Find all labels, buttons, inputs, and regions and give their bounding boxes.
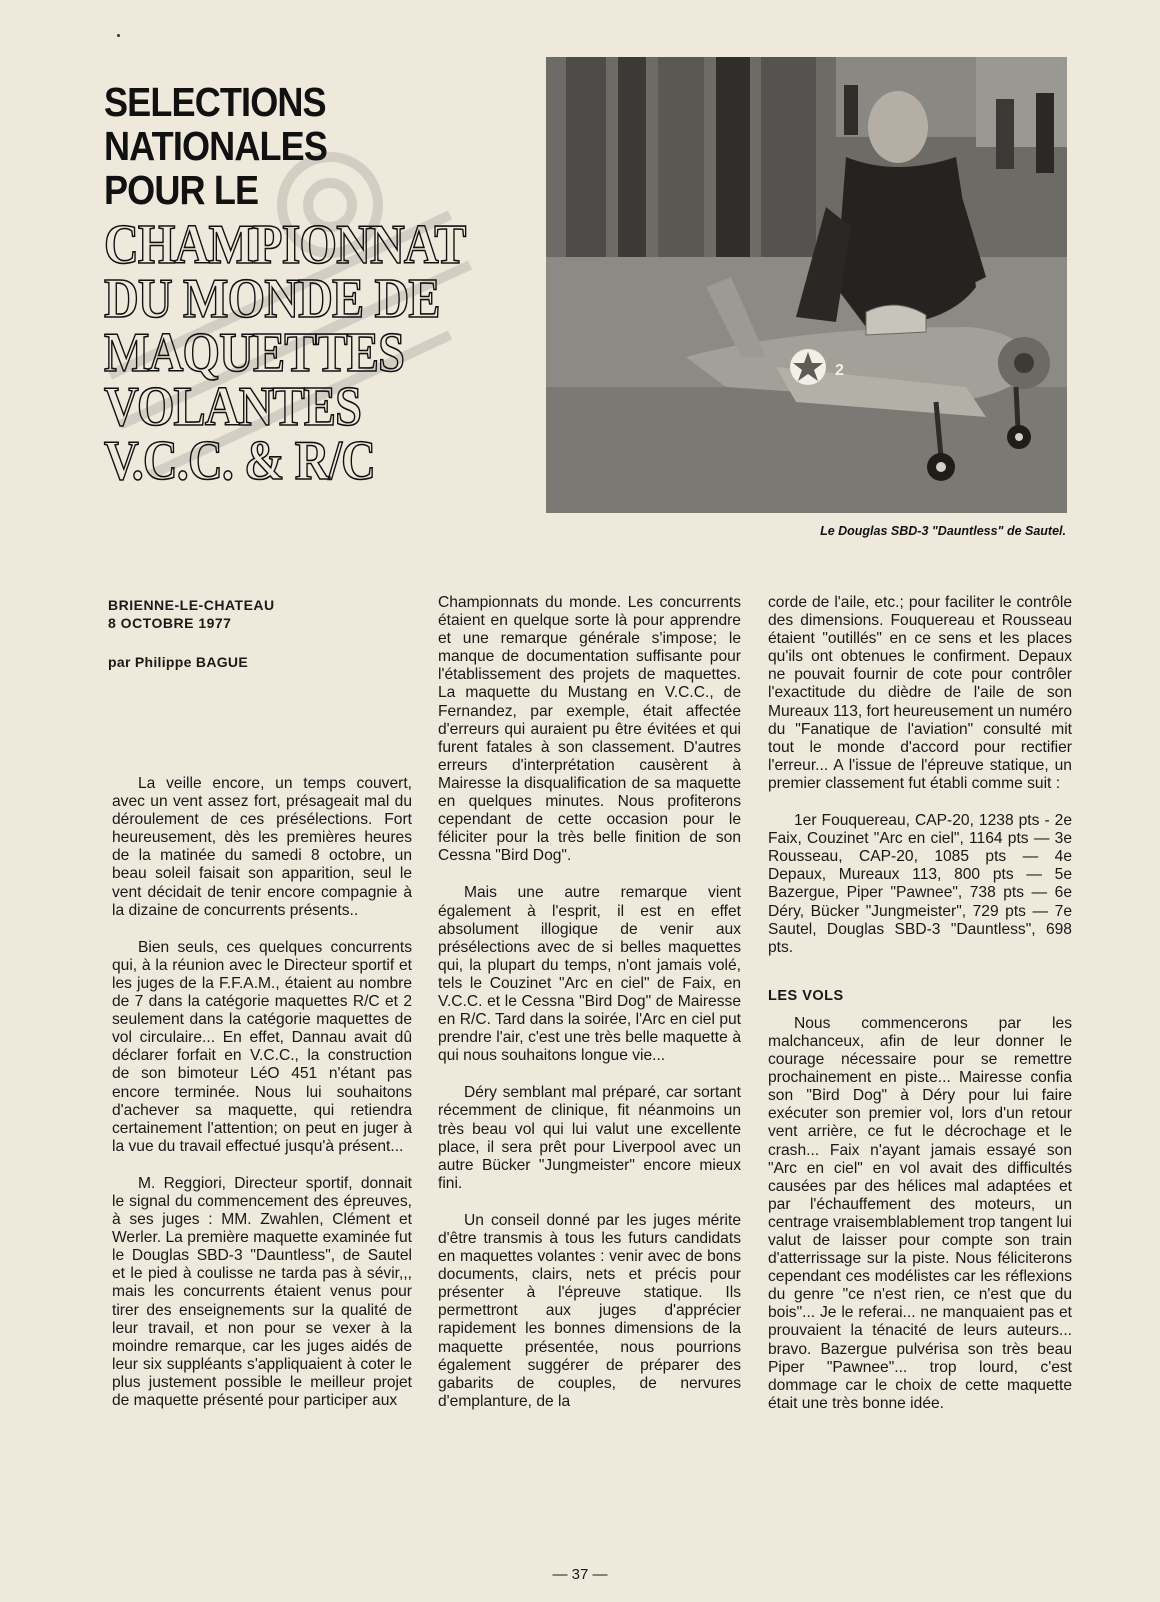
headline-line-3: POUR LE xyxy=(104,167,259,213)
paragraph: Un conseil donné par les juges mérite d'être transmis à tous les futurs candidats en maquettes volantes : venir avec de bons documents, clairs, nets et précis pour présenter à l'épreuve statique. Ils permettront aux juges d'apprécier rapidement les bonnes dimensions de la maquette présentée, nous pourrions également suggérer de préparer des gabarits de couples, de nervures d'emplanture, de la xyxy=(438,1211,741,1410)
ranking-text: 1er Fouquereau, CAP-20, 1238 pts - 2e Faix, Couzinet "Arc en ciel", 1164 pts — 3e Rousseau, CAP-20, 1085 pts — 4e Depaux, Mureaux 113, 800 pts — 5e Bazergue, Piper "Pawnee", 738 pts — 6e Déry, Bücker "Jungmeister", 729 pts — 7e Sautel, Douglas SBD-3 "Dauntless", 698 pts. xyxy=(768,812,1072,956)
dateline-date: 8 OCTOBRE 1977 xyxy=(108,615,232,631)
headline-outline-4: VOLANTES xyxy=(104,376,362,438)
headline-outline-5: V.C.C. & R/C xyxy=(104,430,376,492)
paragraph: Déry semblant mal préparé, car sortant récemment de clinique, fit néanmoins un très beau vol qui lui valut une excellente place, il sera prêt pour Liverpool avec un autre Bücker "Jungmeister" encore mieux fini. xyxy=(438,1084,741,1192)
article-column-1 xyxy=(112,775,412,1410)
headline-outline-2: DU MONDE DE xyxy=(104,268,440,330)
paragraph: Championnats du monde. Les concurrents étaient en quelque sorte là pour apprendre et une remarque générale s'impose; le manque de documentation suffisante pour l'établissement des projets de maquettes. La maquette du Mustang en V.C.C., de Fernandez, par exemple, était affectée d'erreurs qui auraient pu être évitées et qui furent fatales à son classement. D'autres erreurs d'interprétation causèrent à Mairesse la disqualification de sa maquette en quelques minutes. Nous profiterons cependant de cette occasion pour le féliciter pour la très belle finition de son Cessna "Bird Dog". xyxy=(438,594,741,865)
article-column-2 xyxy=(438,594,741,1411)
headline-outline-1: CHAMPIONNAT xyxy=(104,214,466,276)
paragraph: Nous commencerons par les malchanceux, afin de leur donner le courage nécessaire pour se remettre prochainement en piste... Mairesse confia son "Bird Dog" à Déry pour lui faire exécuter son premier vol, lors d'un retour vent arrière, ce fut le décrochage et le crash... Faix n'ayant jamais essayé son "Arc en ciel" en vol avait des difficultés causées par des hélices mal adaptées et par l'échauffement des moteurs, un centrage vraisemblablement trop tangent lui valut de laisser pour compte son train d'atterrissage sur la piste. Nous féliciterons cependant ces modélistes car les réflexions du genre "ce n'est rien, ce n'est que du bois"... Je le referai... ne manquaient pas et prouvaient la ténacité de leurs auteurs... bravo. Bazergue pulvérisa son très beau Piper "Pawnee"... trop lourd, c'est dommage car le choix de cette maquette était une très bonne idée. xyxy=(768,1014,1072,1412)
print-speck xyxy=(117,34,120,37)
headline-line-1: SELECTIONS xyxy=(104,79,326,125)
photo-caption: Le Douglas SBD-3 "Dauntless" de Sautel. xyxy=(820,524,1066,538)
dateline-place: BRIENNE-LE-CHATEAU xyxy=(108,597,275,613)
ranking-list xyxy=(768,812,1072,957)
article-headline xyxy=(104,79,544,492)
aircraft-number: 2 xyxy=(835,362,844,379)
aircraft-photo xyxy=(546,57,1067,513)
paragraph: Mais une autre remarque vient également à l'esprit, il est en effet absolument illogique de venir aux présélections avec de si belles maquettes qui, la plupart du temps, n'ont jamais volé, tels le Couzinet "Arc en ciel" de Faix, en V.C.C. et le Cessna "Bird Dog" de Mairesse en R/C. Tard dans la soirée, l'Arc en ciel put prendre l'air, c'est une très belle maquette à qui nous souhaitons longue vie... xyxy=(438,884,741,1065)
article-column-3 xyxy=(768,594,1072,1413)
headline-outline-3: MAQUETTES xyxy=(104,322,405,384)
page-number: — 37 — xyxy=(552,1566,608,1583)
section-heading: LES VOLS xyxy=(768,987,844,1004)
headline-line-2: NATIONALES xyxy=(104,123,328,169)
dateline xyxy=(108,596,275,632)
paragraph: La veille encore, un temps couvert, avec un vent assez fort, présageait mal du déroulement de ces présélections. Fort heureusement, dès les premières heures de la matinée du samedi 8 octobre, un beau soleil faisait son apparition, seul le vent décidait de tenir encore compagnie à la dizaine de concurrents présents.. xyxy=(112,775,412,919)
paragraph: corde de l'aile, etc.; pour faciliter le contrôle des dimensions. Fouquereau et Rousseau étaient "outillés" en ce sens et les places qu'ils ont obtenues le confirment. Depaux ne pouvait fournir de cote pour contrôler l'exactitude du dièdre de l'aile de son Mureaux 113, fort heureusement un numéro du "Fanatique de l'aviation" consulté mit tout le monde d'accord pour rectifier l'erreur... A l'issue de l'épreuve statique, un premier classement fut établi comme suit : xyxy=(768,594,1072,792)
paragraph: M. Reggiori, Directeur sportif, donnait le signal du commencement des épreuves, à ses juges : MM. Zwahlen, Clément et Werler. La première maquette examinée fut le Douglas SBD-3 "Dauntless", de Sautel et le pied à coulisse ne tarda pas à sévir,,, mais les concurrents étaient venus pour tirer des enseignements sur la qualité de leur travail, et non pour se vexer à la moindre remarque, car les juges aidés de leur six suppléants s'appliquaient à coter le plus justement possible le meilleur projet de maquette présenté pour participer aux xyxy=(112,1174,412,1409)
paragraph: Bien seuls, ces quelques concurrents qui, à la réunion avec le Directeur sportif et les juges de la F.F.A.M., étaient au nombre de 7 dans la catégorie maquettes R/C et 2 seulement dans la catégorie maquettes de vol circulaire... En effet, Dannau avait dû déclarer forfait en V.C.C., la construction de son bimoteur LéO 451 n'étant pas encore terminée. Nous lui souhaitons d'achever sa maquette, qui retiendra certainement l'attention; on peut en juger à la vue du travail effectué jusqu'à présent... xyxy=(112,938,412,1155)
byline: par Philippe BAGUE xyxy=(108,654,248,670)
